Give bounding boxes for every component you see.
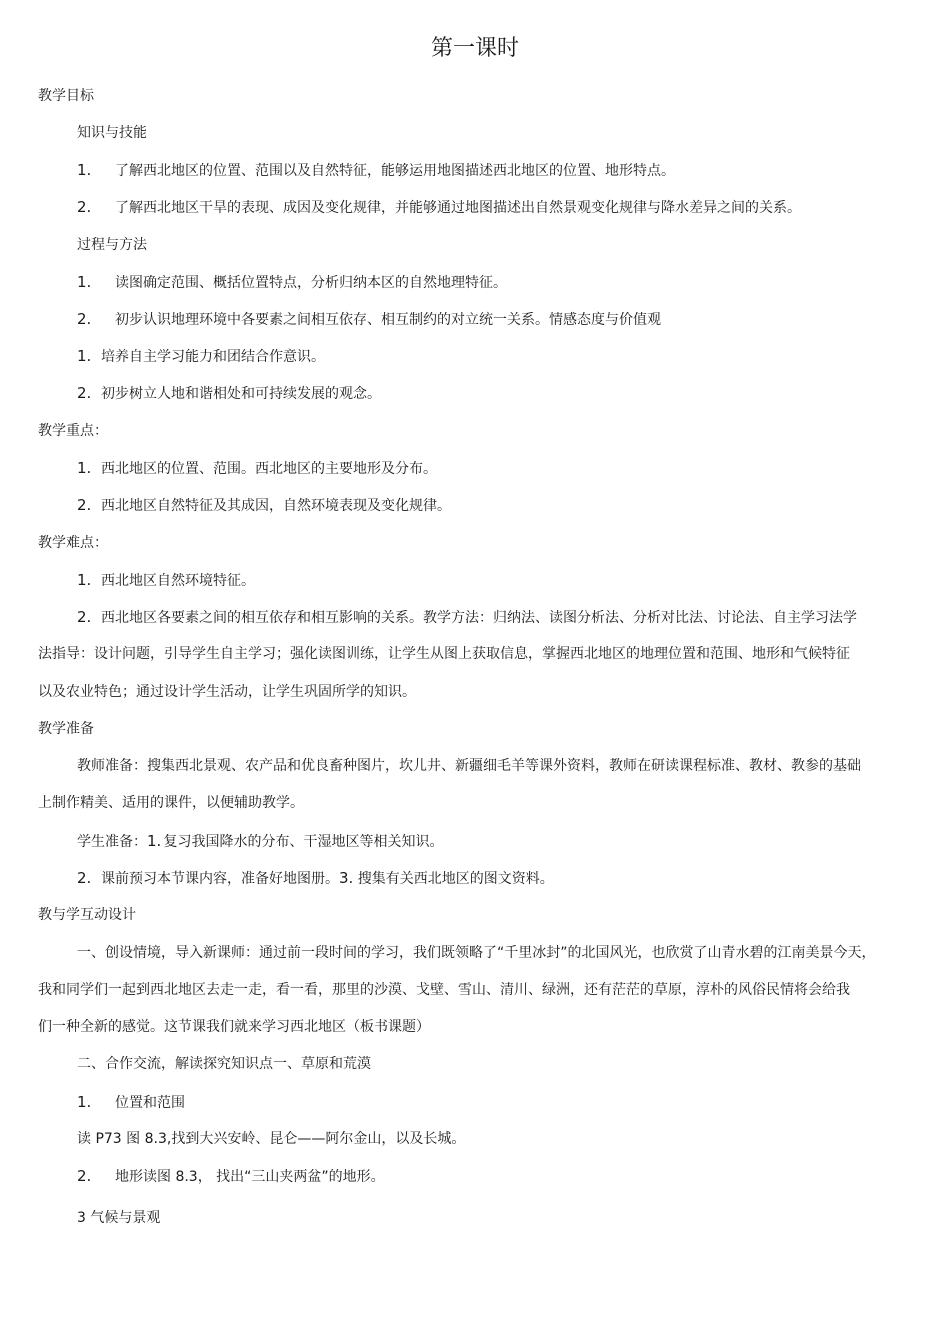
interaction-read-line: 读 P73 图 8.3,找到大兴安岭、昆仑——阿尔金山，以及长城。: [77, 1131, 466, 1147]
knowledge-heading: 知识与技能: [77, 125, 147, 141]
item-number: 1.: [77, 161, 92, 179]
teacher-preparation-line-2: 上制作精美、适用的课件，以便辅助教学。: [38, 795, 304, 811]
item-text: 复习我国降水的分布、干湿地区等相关知识。: [163, 834, 444, 850]
process-item-2: [77, 309, 661, 330]
goals-heading: 教学目标: [38, 88, 94, 104]
item-text: 西北地区的位置、范围。西北地区的主要地形及分布。: [101, 461, 437, 477]
item-text: 读图确定范围、概括位置特点，分析归纳本区的自然地理特征。: [115, 275, 507, 291]
item-number: 2.: [77, 384, 92, 402]
item-text: 西北地区各要素之间的相互依存和相互影响的关系。教学方法：归纳法、读图分析法、分析对比法、讨论法、自主学习法学: [101, 610, 857, 626]
key-point-item-1: [77, 458, 437, 479]
difficulty-item-2-line-3: 以及农业特色；通过设计学生活动，让学生巩固所学的知识。: [38, 684, 416, 700]
key-points-heading: 教学重点：: [38, 423, 108, 439]
item-number: 2.: [77, 310, 92, 328]
item-text: 课前预习本节课内容，准备好地图册。: [101, 871, 339, 887]
item-number: 2.: [77, 608, 92, 626]
difficulty-item-2-line-2: 法指导：设计问题，引导学生自主学习；强化读图训练，让学生从图上获取信息，掌握西北地区的地理位置和范围、地形和气候特征: [38, 646, 850, 662]
difficulties-heading: 教学难点：: [38, 535, 108, 551]
interaction-part2: 二、合作交流，解读探究知识点一、草原和荒漠: [77, 1056, 371, 1072]
knowledge-item-1: [77, 160, 675, 181]
attitude-item-1: [77, 346, 325, 367]
item-text: 地形读图 8.3， 找出“三山夹两盆”的地形。: [115, 1169, 385, 1185]
item-text: 了解西北地区干旱的表现、成因及变化规律，并能够通过地图描述出自然景观变化规律与降水差异之间的关系。: [115, 200, 801, 216]
interaction-part1-line-3: 们一种全新的感觉。这节课我们就来学习西北地区（板书课题）: [38, 1019, 430, 1035]
key-point-item-2: [77, 495, 451, 516]
attitude-item-2: [77, 383, 381, 404]
process-heading: 过程与方法: [77, 237, 147, 253]
item-number: 2.: [77, 198, 92, 216]
item-text: 搜集有关西北地区的图文资料。: [357, 871, 554, 887]
item-text: 初步认识地理环境中各要素之间相互依存、相互制约的对立统一关系。情感态度与价值观: [115, 312, 661, 328]
interaction-item-3: 3 气候与景观: [77, 1210, 161, 1226]
item-number: 2.: [77, 869, 92, 887]
interaction-item-2: [77, 1166, 385, 1187]
item-text: 培养自主学习能力和团结合作意识。: [101, 349, 325, 365]
item-number: 1.: [147, 832, 162, 850]
item-number: 1.: [77, 571, 92, 589]
difficulty-item-1: [77, 570, 255, 591]
item-number: 2.: [77, 1167, 92, 1185]
page-title: 第一课时: [430, 36, 519, 61]
student-preparation-label: 学生准备：: [77, 834, 147, 850]
teacher-preparation-line-1: 教师准备：搜集西北景观、农产品和优良畜种图片，坎儿井、新疆细毛羊等课外资料，教师在研读课程标准、教材、教参的基础: [77, 758, 861, 774]
student-preparation-line-1: [77, 831, 443, 852]
difficulty-item-2: [77, 607, 857, 628]
item-text: 位置和范围: [115, 1095, 185, 1111]
interaction-part1-line-1: 一、创设情境，导入新课师：通过前一段时间的学习，我们既领略了“千里冰封”的北国风光，也欣赏了山青水碧的江南美景今天，: [77, 945, 876, 961]
item-number: 1.: [77, 273, 92, 291]
item-text: 初步树立人地和谐相处和可持续发展的观念。: [101, 386, 381, 402]
interaction-heading: 教与学互动设计: [38, 907, 136, 923]
item-number: 2.: [77, 496, 92, 514]
item-number: 1.: [77, 347, 92, 365]
interaction-part1-line-2: 我和同学们一起到西北地区去走一走，看一看，那里的沙漠、戈壁、雪山、清川、绿洲，还有茫茫的草原，淳朴的风俗民情将会给我: [38, 982, 850, 998]
process-item-1: [77, 272, 507, 293]
item-text: 西北地区自然环境特征。: [101, 573, 255, 589]
item-text: 西北地区自然特征及其成因，自然环境表现及变化规律。: [101, 498, 451, 514]
interaction-item-1: [77, 1092, 185, 1113]
item-number: 3.: [339, 869, 354, 887]
item-text: 了解西北地区的位置、范围以及自然特征，能够运用地图描述西北地区的位置、地形特点。: [115, 163, 675, 179]
student-preparation-line-2: [77, 868, 554, 889]
item-number: 1.: [77, 459, 92, 477]
item-number: 1.: [77, 1093, 92, 1111]
preparation-heading: 教学准备: [38, 721, 94, 737]
knowledge-item-2: [77, 197, 801, 218]
